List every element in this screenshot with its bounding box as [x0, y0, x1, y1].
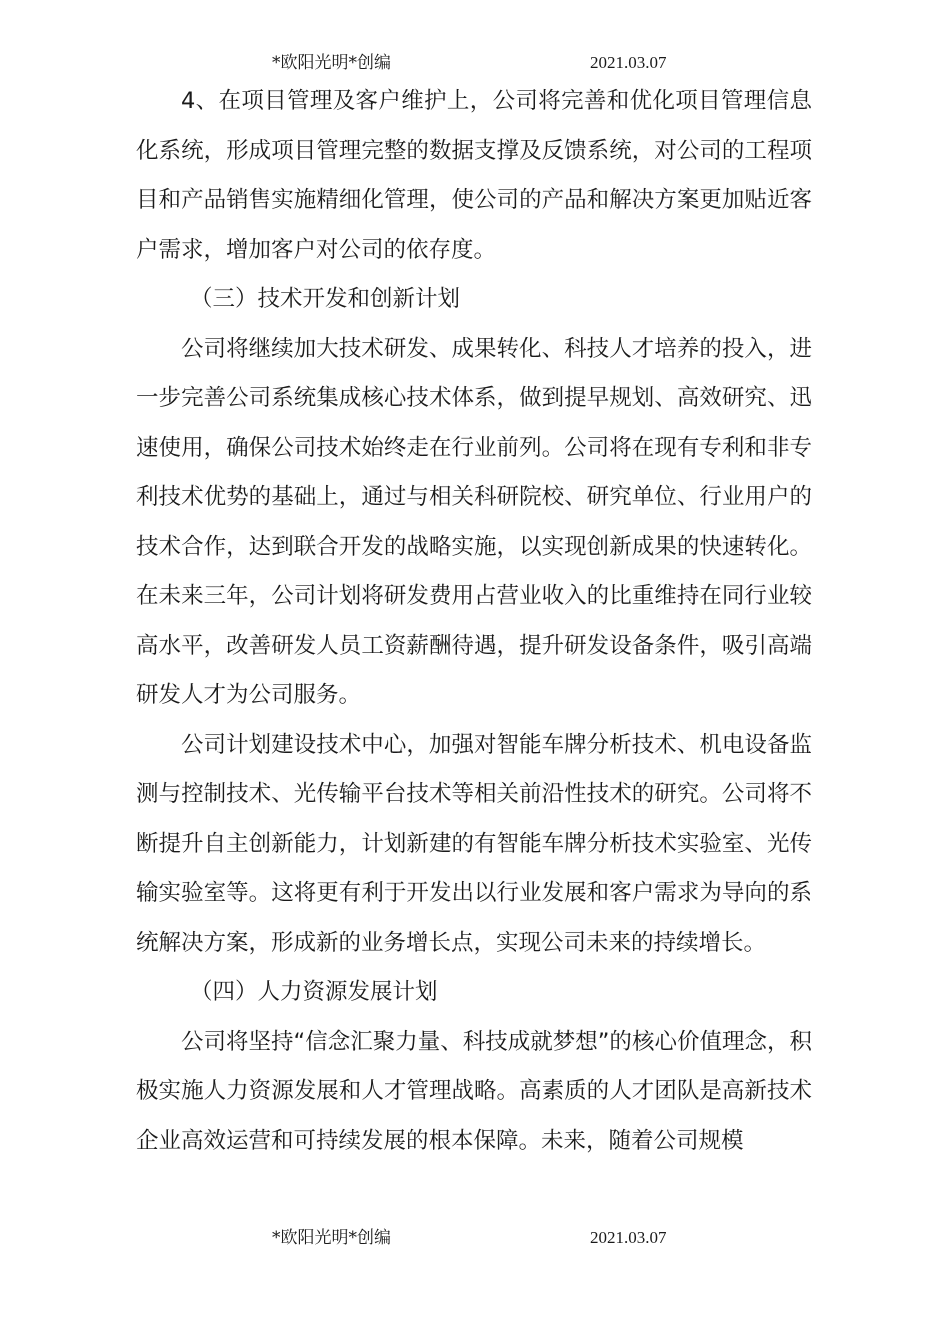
footer-author: *欧阳光明*创编 [272, 1228, 391, 1248]
paragraph-tech-investment: 公司将继续加大技术研发、成果转化、科技人才培养的投入，进一步完善公司系统集成核心技术体系，做到提早规划、高效研究、迅速使用，确保公司技术始终走在行业前列。公司将在现有专利和非专利技术优势的基础上，通过与相关科研院校、研究单位、行业用户的技术合作，达到联合开发的战略实施，以实现创新成果的快速转化。在未来三年，公司计划将研发费用占营业收入的比重维持在同行业较高水平，改善研发人员工资薪酬待遇，提升研发设备条件，吸引高端研发人才为公司服务。 [136, 335, 812, 708]
header-author: *欧阳光明*创编 [272, 53, 391, 73]
section-heading-human-resources: （四）人力资源发展计划 [190, 979, 438, 1005]
paragraph-hr-strategy: 公司将坚持“信念汇聚力量、科技成就梦想”的核心价值理念，积极实施人力资源发展和人才管理战略。高素质的人才团队是高新技术企业高效运营和可持续发展的根本保障。未来，随着公司规模 [136, 1028, 812, 1154]
document-body [136, 77, 812, 1166]
header-date: 2021.03.07 [590, 53, 667, 72]
paragraph-project-management: 4、在项目管理及客户维护上，公司将完善和优化项目管理信息化系统，形成项目管理完整的数据支撑及反馈系统，对公司的工程项目和产品销售实施精细化管理，使公司的产品和解决方案更加贴近客户需求，增加客户对公司的依存度。 [136, 88, 812, 263]
footer-date: 2021.03.07 [590, 1228, 667, 1247]
section-heading-tech-development: （三）技术开发和创新计划 [190, 286, 461, 312]
page-header [0, 50, 950, 76]
page-footer [0, 1225, 950, 1251]
paragraph-tech-center: 公司计划建设技术中心，加强对智能车牌分析技术、机电设备监测与控制技术、光传输平台技术等相关前沿性技术的研究。公司将不断提升自主创新能力，计划新建的有智能车牌分析技术实验室、光传输实验室等。这将更有利于开发出以行业发展和客户需求为导向的系统解决方案，形成新的业务增长点，实现公司未来的持续增长。 [136, 731, 812, 956]
